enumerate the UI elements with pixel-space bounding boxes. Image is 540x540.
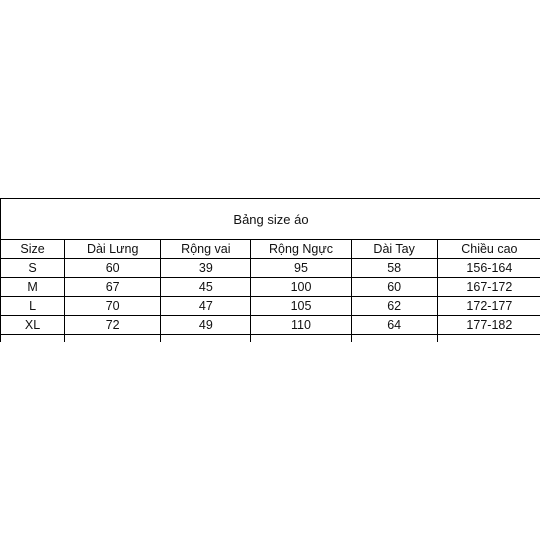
- header-rong-nguc: Rộng Ngực: [251, 240, 351, 259]
- table-row: [1, 259, 540, 278]
- cell-chieu-cao: 177-182: [437, 316, 540, 335]
- cell-dai-tay: 62: [351, 297, 437, 316]
- table-row: [1, 278, 540, 297]
- cell-rong-vai: [161, 335, 251, 343]
- cell-dai-lung: [65, 335, 161, 343]
- cell-rong-vai: 45: [161, 278, 251, 297]
- cell-size: L: [1, 297, 65, 316]
- cell-rong-vai: 47: [161, 297, 251, 316]
- table-row: [1, 335, 540, 343]
- cell-size: [1, 335, 65, 343]
- cell-dai-tay: [351, 335, 437, 343]
- cell-rong-nguc: 105: [251, 297, 351, 316]
- cell-chieu-cao: [437, 335, 540, 343]
- table-row: [1, 316, 540, 335]
- table-row: [1, 297, 540, 316]
- size-chart-container: [0, 198, 540, 342]
- cell-dai-tay: 64: [351, 316, 437, 335]
- cell-rong-nguc: [251, 335, 351, 343]
- cell-rong-nguc: 110: [251, 316, 351, 335]
- size-chart-table: [0, 198, 540, 342]
- cell-rong-nguc: 95: [251, 259, 351, 278]
- table-header-row: [1, 240, 540, 259]
- cell-dai-lung: 60: [65, 259, 161, 278]
- cell-dai-lung: 67: [65, 278, 161, 297]
- cell-chieu-cao: 172-177: [437, 297, 540, 316]
- cell-size: XL: [1, 316, 65, 335]
- table-title: Bảng size áo: [1, 199, 540, 240]
- cell-dai-tay: 58: [351, 259, 437, 278]
- header-chieu-cao: Chiều cao: [437, 240, 540, 259]
- cell-chieu-cao: 156-164: [437, 259, 540, 278]
- cell-rong-nguc: 100: [251, 278, 351, 297]
- header-dai-tay: Dài Tay: [351, 240, 437, 259]
- cell-dai-lung: 72: [65, 316, 161, 335]
- cell-size: M: [1, 278, 65, 297]
- header-dai-lung: Dài Lưng: [65, 240, 161, 259]
- cell-chieu-cao: 167-172: [437, 278, 540, 297]
- header-rong-vai: Rộng vai: [161, 240, 251, 259]
- cell-rong-vai: 39: [161, 259, 251, 278]
- cell-size: S: [1, 259, 65, 278]
- table-title-row: [1, 199, 540, 240]
- header-size: Size: [1, 240, 65, 259]
- cell-dai-lung: 70: [65, 297, 161, 316]
- cell-rong-vai: 49: [161, 316, 251, 335]
- cell-dai-tay: 60: [351, 278, 437, 297]
